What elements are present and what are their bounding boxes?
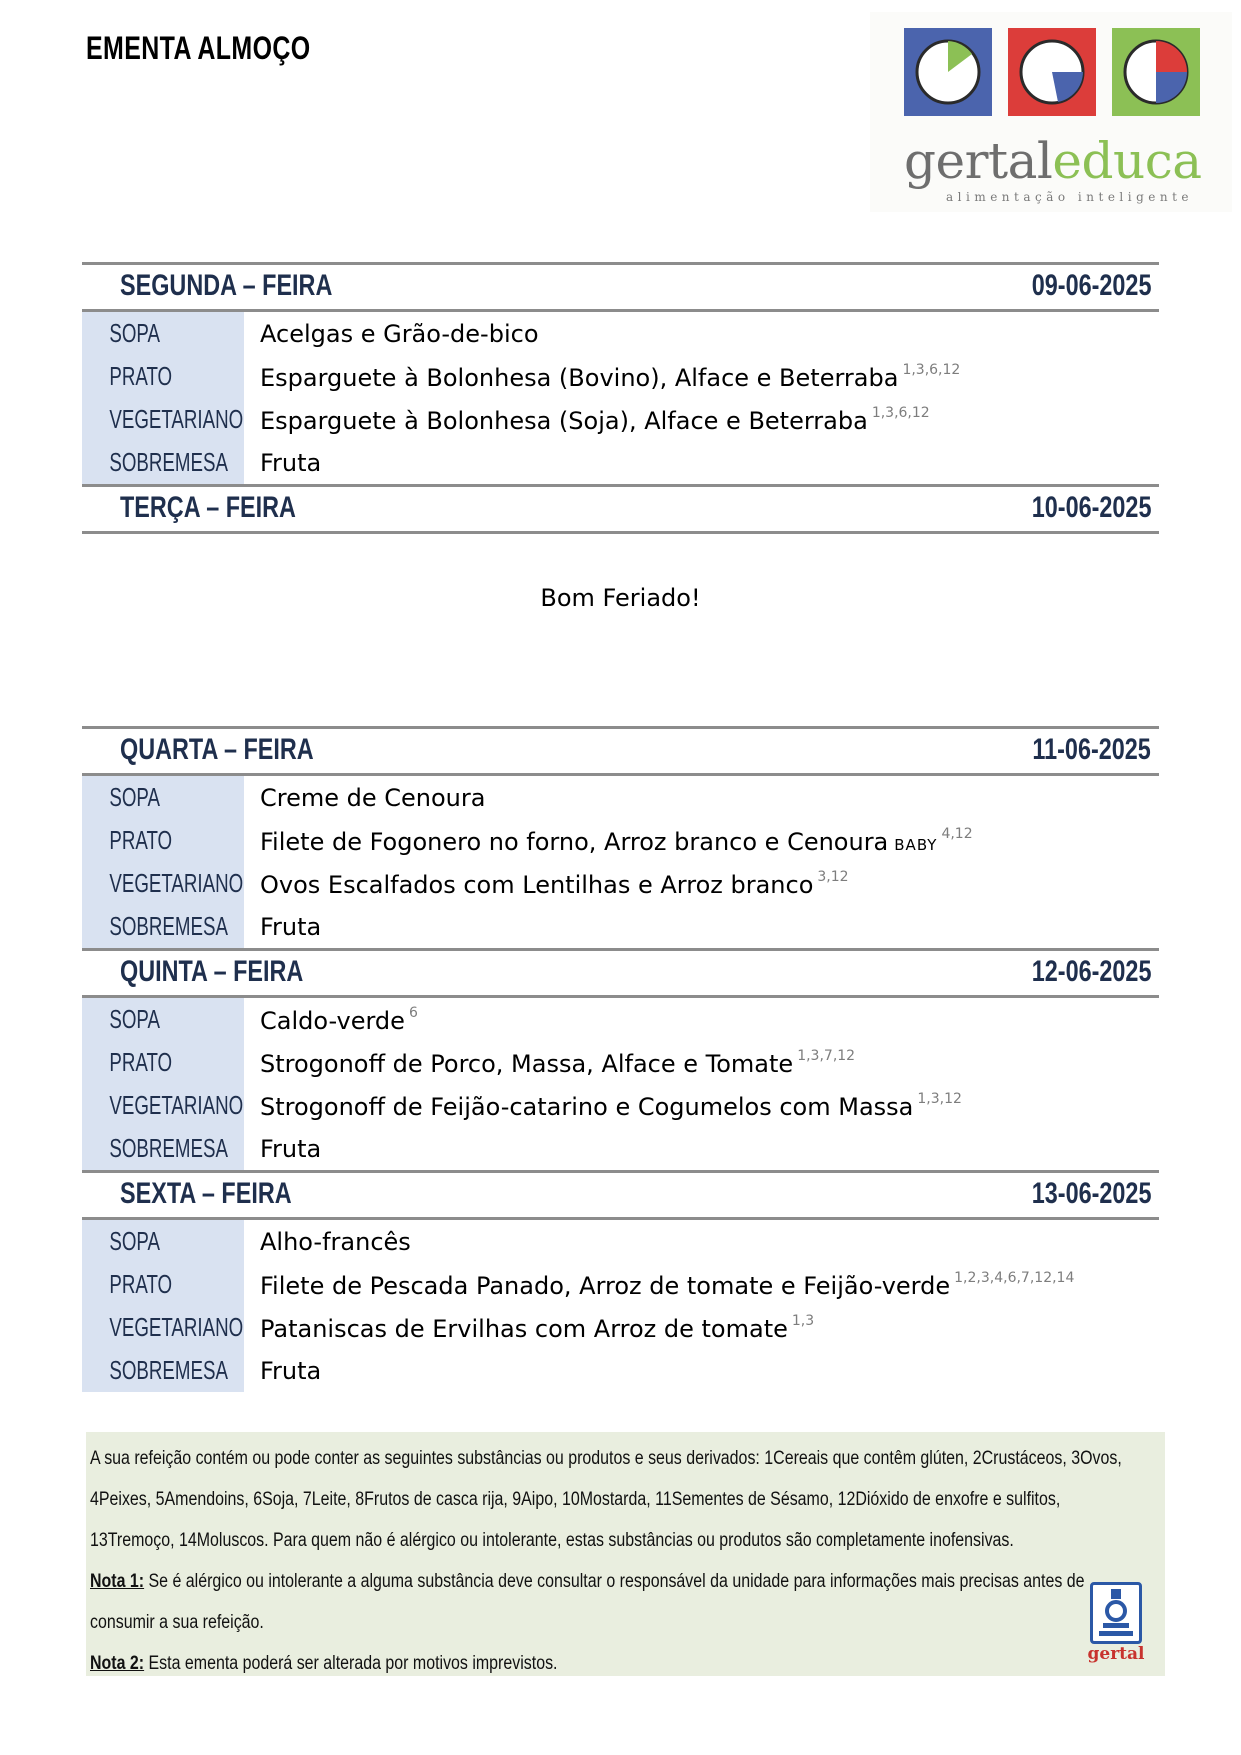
menu-row (82, 398, 1159, 441)
course-label: SOPA (109, 1004, 160, 1034)
dish-name: Creme de Cenoura (260, 783, 486, 812)
allergen-info: A sua refeição contém ou pode conter as seguintes substâncias ou produtos e seus derivados: 1Cereais que contêm glúten, 2Crustáceos, 3Ovos, 4Peixes, 5Amendoins, 6Soja, 7Leite, 8Frutos de casca rija, 9Aipo, 10Mostarda, 11Sementes de Sésamo, 12Dióxido de enxofre e sulfitos, 13Tremoço, 14Moluscos. Para quem não é alérgico ou intolerante, estas substâncias ou produtos são completamente inofensivas. (90, 1448, 1122, 1551)
note-2-text: Esta ementa poderá ser alterada por motivos imprevistos. (144, 1653, 558, 1674)
logo-wordmark: gertaleduca (904, 132, 1202, 190)
gertaleduca-logo (870, 12, 1232, 212)
course-label: SOBREMESA (109, 1133, 228, 1163)
page-title: EMENTA ALMOÇO (86, 30, 311, 66)
day-name: TERÇA – FEIRA (120, 491, 296, 524)
day-name: SEXTA – FEIRA (120, 1177, 292, 1210)
allergen-codes: 1,3 (791, 1312, 815, 1329)
note-2-label: Nota 2: (90, 1653, 145, 1674)
allergen-codes: 1,3,7,12 (797, 1047, 856, 1064)
allergen-codes: 1,3,6,12 (902, 361, 961, 378)
dish-name: Fruta (260, 912, 322, 941)
gertal-emblem-icon (1093, 1585, 1139, 1641)
dish-name: Caldo-verde (260, 1006, 405, 1035)
gertal-logo: gertal (1080, 1582, 1152, 1666)
course-label: PRATO (109, 825, 173, 855)
day-name: QUARTA – FEIRA (120, 733, 314, 766)
course-label: SOPA (109, 1226, 160, 1256)
menu-row (82, 1084, 1159, 1127)
day-section (82, 484, 1159, 726)
note-1-label: Nota 1: (90, 1571, 145, 1592)
course-label: PRATO (109, 361, 173, 391)
logo-red-square (1008, 28, 1096, 116)
day-section (82, 1170, 1159, 1392)
day-name: QUINTA – FEIRA (120, 955, 304, 988)
dish-name: Esparguete à Bolonhesa (Soja), Alface e Beterraba (260, 406, 868, 435)
course-label: VEGETARIANO (109, 1090, 244, 1120)
day-date: 09-06-2025 (1031, 269, 1151, 302)
day-date: 10-06-2025 (1031, 491, 1151, 524)
dish-name: Pataniscas de Ervilhas com Arroz de tomate (260, 1314, 788, 1343)
menu-row (82, 1041, 1159, 1084)
dish-name: Fruta (260, 1356, 322, 1385)
menu-row (82, 312, 1159, 355)
pie-icon (914, 38, 982, 106)
course-label: VEGETARIANO (109, 1312, 244, 1342)
dish-name: Acelgas e Grão-de-bico (260, 319, 539, 348)
menu-row (82, 1349, 1159, 1392)
holiday-message: Bom Feriado! (540, 584, 701, 612)
course-label: SOBREMESA (109, 911, 228, 941)
allergen-codes: 1,3,6,12 (871, 404, 930, 421)
menu-row (82, 441, 1159, 484)
pie-icon (1122, 38, 1190, 106)
menu-row (82, 355, 1159, 398)
course-label: SOPA (109, 782, 160, 812)
menu-row (82, 1220, 1159, 1263)
allergen-codes: 4,12 (941, 825, 973, 842)
day-section (82, 726, 1159, 948)
allergen-codes: 6 (408, 1004, 418, 1021)
dish-name: Filete de Fogonero no forno, Arroz branco e Cenoura (260, 827, 889, 856)
dish-name: Strogonoff de Porco, Massa, Alface e Tomate (260, 1049, 794, 1078)
menu-row (82, 776, 1159, 819)
menu-row (82, 1263, 1159, 1306)
day-section (82, 262, 1159, 484)
menu-row (82, 862, 1159, 905)
day-header (82, 948, 1159, 998)
dish-name: Esparguete à Bolonhesa (Bovino), Alface e Beterraba (260, 363, 899, 392)
allergen-footer (86, 1432, 1165, 1676)
course-label: SOBREMESA (109, 1355, 228, 1385)
dish-name: Fruta (260, 1134, 322, 1163)
dish-note: BABY (894, 835, 938, 854)
day-date: 12-06-2025 (1031, 955, 1151, 988)
dish-name: Alho-francês (260, 1227, 411, 1256)
dish-name: Fruta (260, 448, 322, 477)
allergen-codes: 1,3,12 (917, 1090, 962, 1107)
holiday-block (82, 534, 1159, 726)
menu-row (82, 905, 1159, 948)
weekly-menu (82, 262, 1159, 1392)
day-section (82, 948, 1159, 1170)
allergen-codes: 3,12 (817, 868, 849, 885)
day-name: SEGUNDA – FEIRA (120, 269, 333, 302)
course-label: VEGETARIANO (109, 404, 244, 434)
menu-row (82, 1306, 1159, 1349)
dish-name: Ovos Escalfados com Lentilhas e Arroz branco (260, 870, 814, 899)
dish-name: Strogonoff de Feijão-catarino e Cogumelos com Massa (260, 1092, 914, 1121)
day-date: 11-06-2025 (1032, 733, 1151, 766)
day-header (82, 1170, 1159, 1220)
day-date: 13-06-2025 (1031, 1177, 1151, 1210)
day-header (82, 726, 1159, 776)
course-label: PRATO (109, 1269, 173, 1299)
menu-row (82, 998, 1159, 1041)
note-1-text: Se é alérgico ou intolerante a alguma substância deve consultar o responsável da unidade para informações mais precisas antes de consumir a sua refeição. (90, 1571, 1085, 1633)
logo-blue-square (904, 28, 992, 116)
course-label: PRATO (109, 1047, 173, 1077)
menu-row (82, 819, 1159, 862)
course-label: VEGETARIANO (109, 868, 244, 898)
logo-tagline: alimentação inteligente (946, 190, 1194, 204)
course-label: SOPA (109, 318, 160, 348)
logo-green-square (1112, 28, 1200, 116)
day-header (82, 484, 1159, 534)
course-label: SOBREMESA (109, 447, 228, 477)
menu-row (82, 1127, 1159, 1170)
pie-icon (1018, 38, 1086, 106)
day-header (82, 262, 1159, 312)
allergen-codes: 1,2,3,4,6,7,12,14 (954, 1269, 1075, 1286)
dish-name: Filete de Pescada Panado, Arroz de tomate e Feijão-verde (260, 1271, 951, 1300)
